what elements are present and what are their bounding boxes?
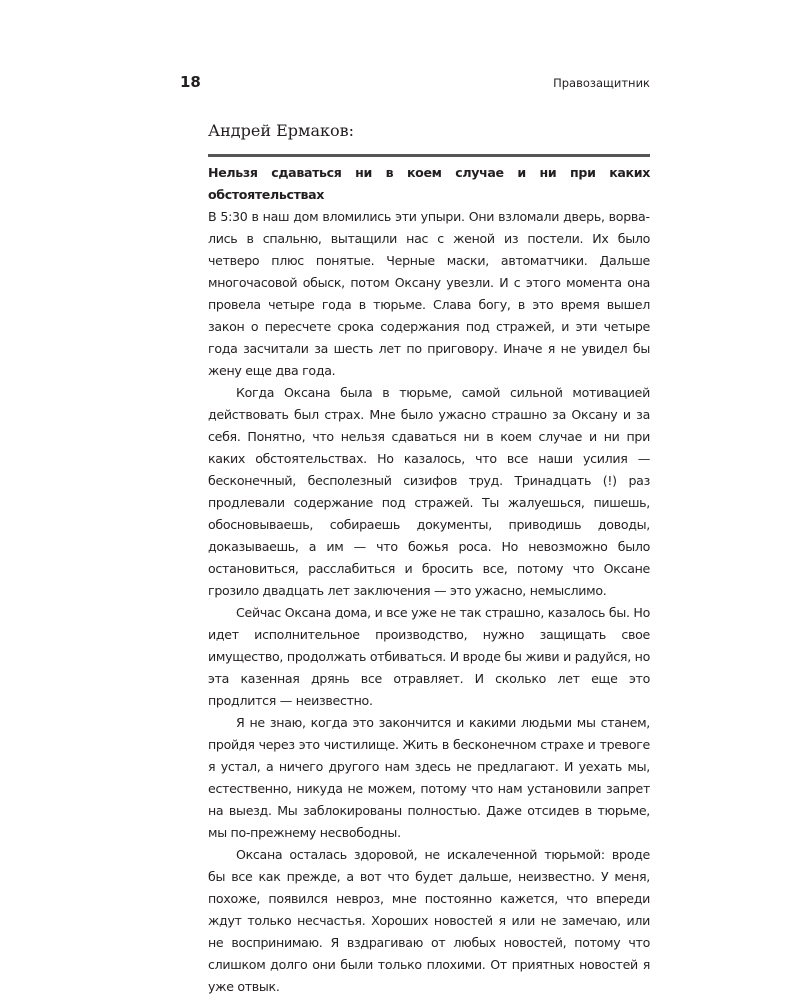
paragraph: Когда Оксана была в тюрьме, самой сильной мотивацией действовать был страх. Мне было ужасно страшно за Оксану и за себя. Понятно, что нельзя сдаваться ни в коем случае и ни при каких обстоятельствах. Но казалось, что все наши усилия — бесконечный, бесполезный сизифов труд. Тринадцать (!) раз продлевали содержание под стражей. Ты жалуешься, пишешь, обосновываешь, собираешь документы, приводишь доводы, доказываешь, а им — что божья роса. Но невозможно было остановиться, расслабиться и бросить все, потому что Оксане грозило двадцать лет заключения — это ужасно, немыслимо. [208,385,650,598]
paragraph: Оксана осталась здоровой, не искалеченной тюрьмой: вроде бы все как прежде, а вот что будет дальше, неизвестно. У меня, похоже, появился невроз, мне постоянно кажется, что впереди ждут только несчастья. Хороших новостей я или не замечаю, или не воспринимаю. Я вздрагиваю от любых новостей, потому что слишком долго они были только плохими. От приятных новостей я уже отвык. [208,847,650,994]
author-name: Андрей Ермаков: [208,121,355,140]
article-body [208,162,650,998]
running-header-title: Правозащитник [553,76,650,90]
paragraph: Я не знаю, когда это закончится и какими людьми мы станем, пройдя через это чистилище. Жить в бесконечном страхе и тревоге я устал, а ничего другого нам здесь не предлагают. И уехать мы, естественно, никуда не можем, потому что нам установили запрет на выезд. Мы заблокированы полностью. Даже отсидев в тюрьме, мы по-прежнему несвободны. [208,715,650,840]
section-heading: Нельзя сдаваться ни в коем случае и ни при каких обстоятельствах [208,165,650,202]
page-number: 18 [180,73,201,91]
paragraph: Сейчас Оксана дома, и все уже не так страшно, казалось бы. Но идет исполнительное производство, нужно защищать свое имущество, продолжать отбиваться. И вроде бы живи и радуйся, но эта казенная дрянь все отравляет. И сколько лет еще это продлится — неизвестно. [208,605,650,708]
section-divider [208,154,650,157]
paragraph: В 5:30 в наш дом вломились эти упыри. Они взломали дверь, ворвались в спальню, вытащили нас с женой из постели. Их было четверо плюс понятые. Черные маски, автоматчики. Дальше многочасовой обыск, потом Оксану увезли. И с этого момента она провела четыре года в тюрьме. Слава богу, в это время вышел закон о пересчете срока содержания под стражей, и эти четыре года засчитали за шесть лет по приговору. Иначе я не увидел бы жену еще два года. [208,209,650,378]
